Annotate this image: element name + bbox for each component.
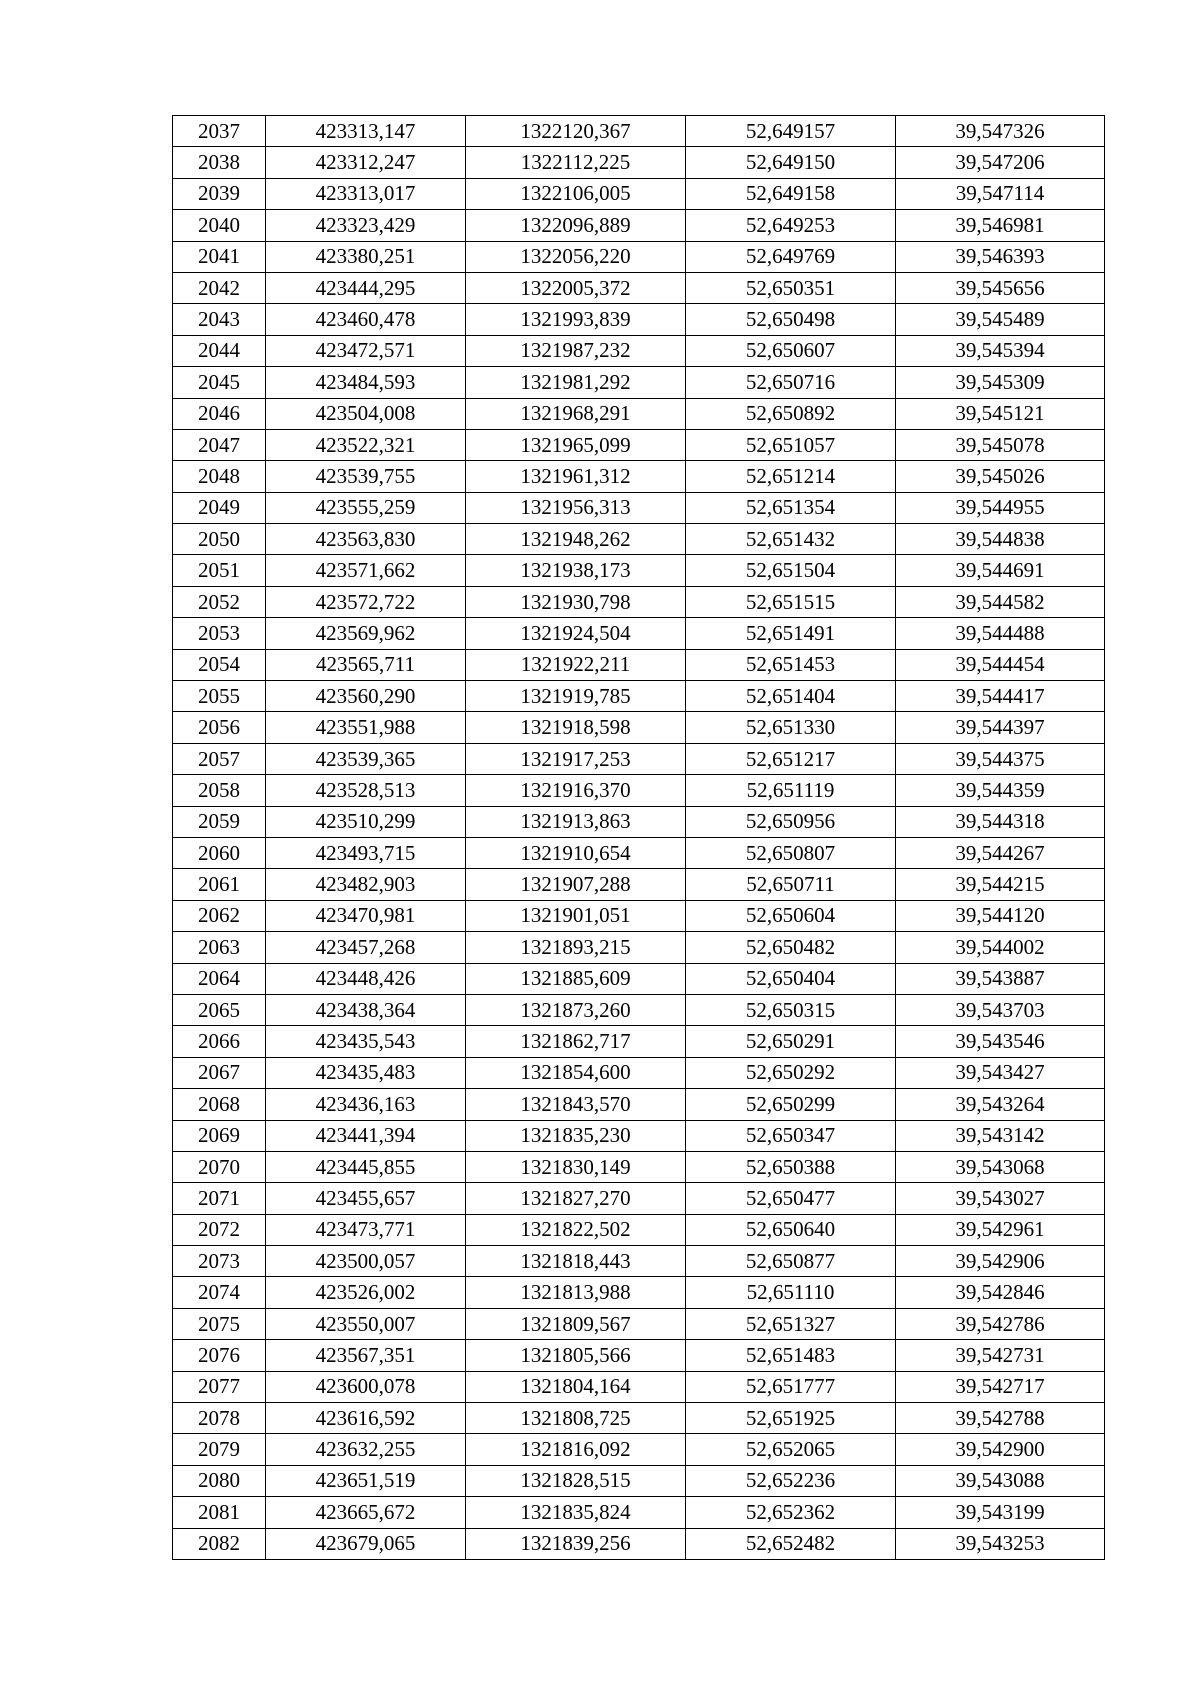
y-coordinate-cell: 1321839,256 [466,1528,686,1559]
x-coordinate-cell: 423444,295 [266,272,466,303]
longitude-cell: 39,543427 [896,1057,1105,1088]
y-coordinate-cell: 1322005,372 [466,272,686,303]
latitude-cell: 52,651110 [686,1277,896,1308]
x-coordinate-cell: 423572,722 [266,586,466,617]
table-row [173,775,1105,806]
x-coordinate-cell: 423563,830 [266,524,466,555]
x-coordinate-cell: 423651,519 [266,1465,466,1496]
y-coordinate-cell: 1321917,253 [466,743,686,774]
point-number-cell: 2052 [173,586,266,617]
longitude-cell: 39,542961 [896,1214,1105,1245]
point-number-cell: 2079 [173,1434,266,1465]
x-coordinate-cell: 423550,007 [266,1308,466,1339]
latitude-cell: 52,651057 [686,429,896,460]
table-row [173,1371,1105,1402]
x-coordinate-cell: 423473,771 [266,1214,466,1245]
table-row [173,806,1105,837]
x-coordinate-cell: 423504,008 [266,398,466,429]
latitude-cell: 52,649157 [686,116,896,147]
table-row [173,963,1105,994]
y-coordinate-cell: 1321993,839 [466,304,686,335]
x-coordinate-cell: 423457,268 [266,932,466,963]
latitude-cell: 52,650716 [686,367,896,398]
point-number-cell: 2071 [173,1183,266,1214]
x-coordinate-cell: 423565,711 [266,649,466,680]
y-coordinate-cell: 1321808,725 [466,1403,686,1434]
point-number-cell: 2053 [173,618,266,649]
longitude-cell: 39,542731 [896,1340,1105,1371]
latitude-cell: 52,650299 [686,1089,896,1120]
y-coordinate-cell: 1321907,288 [466,869,686,900]
x-coordinate-cell: 423380,251 [266,241,466,272]
x-coordinate-cell: 423555,259 [266,492,466,523]
y-coordinate-cell: 1321987,232 [466,335,686,366]
x-coordinate-cell: 423560,290 [266,681,466,712]
point-number-cell: 2059 [173,806,266,837]
table-row [173,869,1105,900]
latitude-cell: 52,651777 [686,1371,896,1402]
longitude-cell: 39,544318 [896,806,1105,837]
table-row [173,524,1105,555]
x-coordinate-cell: 423313,147 [266,116,466,147]
latitude-cell: 52,651330 [686,712,896,743]
x-coordinate-cell: 423539,365 [266,743,466,774]
point-number-cell: 2057 [173,743,266,774]
x-coordinate-cell: 423632,255 [266,1434,466,1465]
longitude-cell: 39,544488 [896,618,1105,649]
x-coordinate-cell: 423435,483 [266,1057,466,1088]
latitude-cell: 52,651504 [686,555,896,586]
y-coordinate-cell: 1321843,570 [466,1089,686,1120]
point-number-cell: 2061 [173,869,266,900]
table-row [173,1151,1105,1182]
table-row [173,1183,1105,1214]
y-coordinate-cell: 1321961,312 [466,461,686,492]
x-coordinate-cell: 423472,571 [266,335,466,366]
y-coordinate-cell: 1321813,988 [466,1277,686,1308]
table-row [173,586,1105,617]
y-coordinate-cell: 1321924,504 [466,618,686,649]
point-number-cell: 2047 [173,429,266,460]
longitude-cell: 39,546393 [896,241,1105,272]
table-row [173,994,1105,1025]
longitude-cell: 39,544838 [896,524,1105,555]
y-coordinate-cell: 1321830,149 [466,1151,686,1182]
x-coordinate-cell: 423539,755 [266,461,466,492]
x-coordinate-cell: 423551,988 [266,712,466,743]
table-row [173,837,1105,868]
point-number-cell: 2062 [173,900,266,931]
point-number-cell: 2060 [173,837,266,868]
x-coordinate-cell: 423569,962 [266,618,466,649]
y-coordinate-cell: 1321854,600 [466,1057,686,1088]
x-coordinate-cell: 423484,593 [266,367,466,398]
longitude-cell: 39,545121 [896,398,1105,429]
x-coordinate-cell: 423438,364 [266,994,466,1025]
longitude-cell: 39,543142 [896,1120,1105,1151]
point-number-cell: 2069 [173,1120,266,1151]
point-number-cell: 2075 [173,1308,266,1339]
longitude-cell: 39,545078 [896,429,1105,460]
latitude-cell: 52,651327 [686,1308,896,1339]
latitude-cell: 52,650315 [686,994,896,1025]
point-number-cell: 2078 [173,1403,266,1434]
longitude-cell: 39,547326 [896,116,1105,147]
latitude-cell: 52,650877 [686,1246,896,1277]
x-coordinate-cell: 423470,981 [266,900,466,931]
table-row [173,1403,1105,1434]
longitude-cell: 39,543703 [896,994,1105,1025]
table-row [173,1057,1105,1088]
y-coordinate-cell: 1321956,313 [466,492,686,523]
longitude-cell: 39,544691 [896,555,1105,586]
y-coordinate-cell: 1321913,863 [466,806,686,837]
x-coordinate-cell: 423510,299 [266,806,466,837]
point-number-cell: 2051 [173,555,266,586]
longitude-cell: 39,544454 [896,649,1105,680]
longitude-cell: 39,543068 [896,1151,1105,1182]
latitude-cell: 52,651453 [686,649,896,680]
y-coordinate-cell: 1321922,211 [466,649,686,680]
longitude-cell: 39,545656 [896,272,1105,303]
table-row [173,618,1105,649]
coordinates-table-body [173,116,1105,1560]
y-coordinate-cell: 1321828,515 [466,1465,686,1496]
x-coordinate-cell: 423493,715 [266,837,466,868]
x-coordinate-cell: 423528,513 [266,775,466,806]
longitude-cell: 39,544359 [896,775,1105,806]
table-row [173,1214,1105,1245]
point-number-cell: 2039 [173,178,266,209]
latitude-cell: 52,651217 [686,743,896,774]
x-coordinate-cell: 423436,163 [266,1089,466,1120]
y-coordinate-cell: 1321885,609 [466,963,686,994]
latitude-cell: 52,651925 [686,1403,896,1434]
latitude-cell: 52,650711 [686,869,896,900]
x-coordinate-cell: 423482,903 [266,869,466,900]
point-number-cell: 2054 [173,649,266,680]
point-number-cell: 2073 [173,1246,266,1277]
y-coordinate-cell: 1321804,164 [466,1371,686,1402]
latitude-cell: 52,650292 [686,1057,896,1088]
latitude-cell: 52,650404 [686,963,896,994]
point-number-cell: 2040 [173,210,266,241]
point-number-cell: 2070 [173,1151,266,1182]
point-number-cell: 2042 [173,272,266,303]
point-number-cell: 2077 [173,1371,266,1402]
longitude-cell: 39,544120 [896,900,1105,931]
latitude-cell: 52,651432 [686,524,896,555]
table-row [173,1497,1105,1528]
y-coordinate-cell: 1321981,292 [466,367,686,398]
point-number-cell: 2045 [173,367,266,398]
y-coordinate-cell: 1321948,262 [466,524,686,555]
longitude-cell: 39,544267 [896,837,1105,868]
latitude-cell: 52,652236 [686,1465,896,1496]
latitude-cell: 52,649253 [686,210,896,241]
y-coordinate-cell: 1321893,215 [466,932,686,963]
y-coordinate-cell: 1321862,717 [466,1026,686,1057]
latitude-cell: 52,650477 [686,1183,896,1214]
longitude-cell: 39,543088 [896,1465,1105,1496]
table-row [173,649,1105,680]
point-number-cell: 2050 [173,524,266,555]
point-number-cell: 2080 [173,1465,266,1496]
table-row [173,241,1105,272]
latitude-cell: 52,650498 [686,304,896,335]
point-number-cell: 2055 [173,681,266,712]
x-coordinate-cell: 423441,394 [266,1120,466,1151]
point-number-cell: 2065 [173,994,266,1025]
table-row [173,398,1105,429]
y-coordinate-cell: 1322096,889 [466,210,686,241]
longitude-cell: 39,542788 [896,1403,1105,1434]
table-row [173,1528,1105,1559]
longitude-cell: 39,544002 [896,932,1105,963]
point-number-cell: 2066 [173,1026,266,1057]
y-coordinate-cell: 1322106,005 [466,178,686,209]
longitude-cell: 39,542786 [896,1308,1105,1339]
longitude-cell: 39,543253 [896,1528,1105,1559]
latitude-cell: 52,650607 [686,335,896,366]
y-coordinate-cell: 1321827,270 [466,1183,686,1214]
latitude-cell: 52,650347 [686,1120,896,1151]
x-coordinate-cell: 423665,672 [266,1497,466,1528]
table-row [173,116,1105,147]
table-row [173,178,1105,209]
longitude-cell: 39,544582 [896,586,1105,617]
point-number-cell: 2043 [173,304,266,335]
x-coordinate-cell: 423600,078 [266,1371,466,1402]
longitude-cell: 39,544397 [896,712,1105,743]
longitude-cell: 39,544215 [896,869,1105,900]
x-coordinate-cell: 423616,592 [266,1403,466,1434]
point-number-cell: 2044 [173,335,266,366]
y-coordinate-cell: 1321918,598 [466,712,686,743]
y-coordinate-cell: 1321930,798 [466,586,686,617]
table-row [173,1340,1105,1371]
table-row [173,272,1105,303]
latitude-cell: 52,651354 [686,492,896,523]
point-number-cell: 2076 [173,1340,266,1371]
table-row [173,1277,1105,1308]
point-number-cell: 2082 [173,1528,266,1559]
point-number-cell: 2072 [173,1214,266,1245]
latitude-cell: 52,651483 [686,1340,896,1371]
latitude-cell: 52,651404 [686,681,896,712]
table-row [173,1246,1105,1277]
longitude-cell: 39,542717 [896,1371,1105,1402]
latitude-cell: 52,652482 [686,1528,896,1559]
y-coordinate-cell: 1321816,092 [466,1434,686,1465]
point-number-cell: 2058 [173,775,266,806]
latitude-cell: 52,651119 [686,775,896,806]
table-row [173,492,1105,523]
latitude-cell: 52,650807 [686,837,896,868]
latitude-cell: 52,650956 [686,806,896,837]
y-coordinate-cell: 1321805,566 [466,1340,686,1371]
table-row [173,304,1105,335]
table-row [173,1308,1105,1339]
x-coordinate-cell: 423435,543 [266,1026,466,1057]
longitude-cell: 39,545026 [896,461,1105,492]
coordinates-table [172,115,1105,1560]
latitude-cell: 52,652065 [686,1434,896,1465]
latitude-cell: 52,651515 [686,586,896,617]
table-row [173,461,1105,492]
longitude-cell: 39,544375 [896,743,1105,774]
latitude-cell: 52,650640 [686,1214,896,1245]
table-row [173,335,1105,366]
y-coordinate-cell: 1321916,370 [466,775,686,806]
latitude-cell: 52,650351 [686,272,896,303]
y-coordinate-cell: 1321873,260 [466,994,686,1025]
table-row [173,210,1105,241]
y-coordinate-cell: 1321938,173 [466,555,686,586]
table-row [173,932,1105,963]
y-coordinate-cell: 1321910,654 [466,837,686,868]
x-coordinate-cell: 423526,002 [266,1277,466,1308]
longitude-cell: 39,546981 [896,210,1105,241]
x-coordinate-cell: 423571,662 [266,555,466,586]
latitude-cell: 52,649158 [686,178,896,209]
table-row [173,429,1105,460]
latitude-cell: 52,650604 [686,900,896,931]
table-row [173,900,1105,931]
longitude-cell: 39,545489 [896,304,1105,335]
point-number-cell: 2048 [173,461,266,492]
x-coordinate-cell: 423522,321 [266,429,466,460]
y-coordinate-cell: 1322112,225 [466,147,686,178]
longitude-cell: 39,542900 [896,1434,1105,1465]
point-number-cell: 2056 [173,712,266,743]
x-coordinate-cell: 423500,057 [266,1246,466,1277]
x-coordinate-cell: 423323,429 [266,210,466,241]
longitude-cell: 39,544417 [896,681,1105,712]
latitude-cell: 52,649769 [686,241,896,272]
y-coordinate-cell: 1321919,785 [466,681,686,712]
y-coordinate-cell: 1321968,291 [466,398,686,429]
table-row [173,555,1105,586]
y-coordinate-cell: 1321822,502 [466,1214,686,1245]
table-row [173,712,1105,743]
latitude-cell: 52,651214 [686,461,896,492]
y-coordinate-cell: 1321835,824 [466,1497,686,1528]
y-coordinate-cell: 1321835,230 [466,1120,686,1151]
table-row [173,367,1105,398]
latitude-cell: 52,652362 [686,1497,896,1528]
x-coordinate-cell: 423455,657 [266,1183,466,1214]
table-row [173,1026,1105,1057]
longitude-cell: 39,547114 [896,178,1105,209]
point-number-cell: 2064 [173,963,266,994]
latitude-cell: 52,650892 [686,398,896,429]
latitude-cell: 52,650388 [686,1151,896,1182]
x-coordinate-cell: 423313,017 [266,178,466,209]
longitude-cell: 39,542906 [896,1246,1105,1277]
point-number-cell: 2046 [173,398,266,429]
longitude-cell: 39,542846 [896,1277,1105,1308]
longitude-cell: 39,543546 [896,1026,1105,1057]
table-row [173,1465,1105,1496]
longitude-cell: 39,543264 [896,1089,1105,1120]
longitude-cell: 39,547206 [896,147,1105,178]
table-row [173,147,1105,178]
point-number-cell: 2041 [173,241,266,272]
point-number-cell: 2063 [173,932,266,963]
latitude-cell: 52,649150 [686,147,896,178]
table-row [173,743,1105,774]
x-coordinate-cell: 423312,247 [266,147,466,178]
longitude-cell: 39,543027 [896,1183,1105,1214]
longitude-cell: 39,545309 [896,367,1105,398]
x-coordinate-cell: 423567,351 [266,1340,466,1371]
x-coordinate-cell: 423448,426 [266,963,466,994]
point-number-cell: 2049 [173,492,266,523]
y-coordinate-cell: 1321809,567 [466,1308,686,1339]
table-row [173,1434,1105,1465]
longitude-cell: 39,545394 [896,335,1105,366]
table-row [173,681,1105,712]
y-coordinate-cell: 1321818,443 [466,1246,686,1277]
y-coordinate-cell: 1321965,099 [466,429,686,460]
y-coordinate-cell: 1322056,220 [466,241,686,272]
point-number-cell: 2081 [173,1497,266,1528]
x-coordinate-cell: 423460,478 [266,304,466,335]
point-number-cell: 2068 [173,1089,266,1120]
point-number-cell: 2074 [173,1277,266,1308]
y-coordinate-cell: 1321901,051 [466,900,686,931]
x-coordinate-cell: 423445,855 [266,1151,466,1182]
longitude-cell: 39,543887 [896,963,1105,994]
table-row [173,1089,1105,1120]
x-coordinate-cell: 423679,065 [266,1528,466,1559]
longitude-cell: 39,543199 [896,1497,1105,1528]
y-coordinate-cell: 1322120,367 [466,116,686,147]
point-number-cell: 2037 [173,116,266,147]
point-number-cell: 2038 [173,147,266,178]
latitude-cell: 52,650291 [686,1026,896,1057]
point-number-cell: 2067 [173,1057,266,1088]
table-row [173,1120,1105,1151]
latitude-cell: 52,650482 [686,932,896,963]
latitude-cell: 52,651491 [686,618,896,649]
longitude-cell: 39,544955 [896,492,1105,523]
